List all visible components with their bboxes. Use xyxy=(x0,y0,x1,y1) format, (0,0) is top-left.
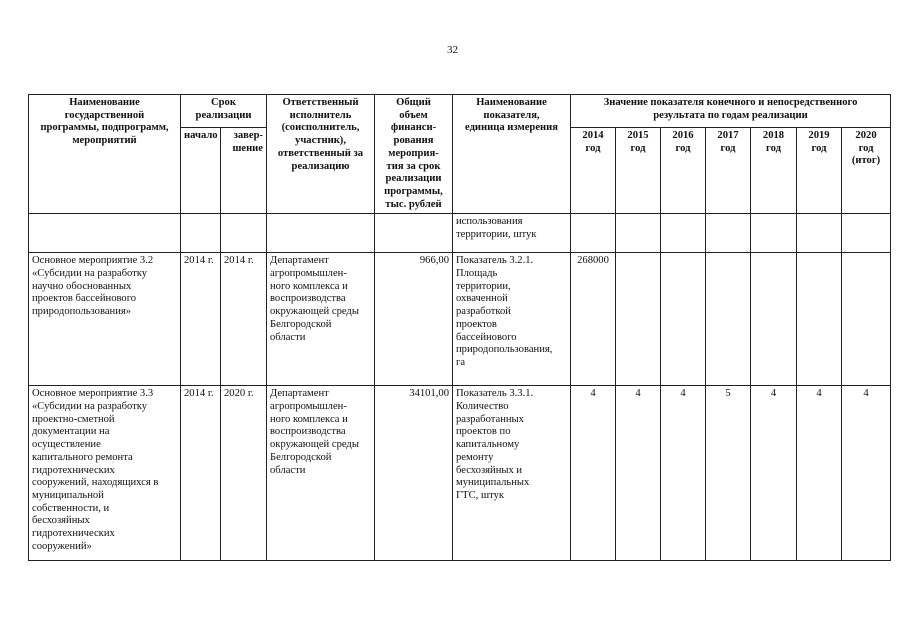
cell-name xyxy=(29,214,181,253)
header-indicator-values: Значение показателя конечного и непосредственного результата по годам реализации xyxy=(571,95,891,128)
cell-value xyxy=(797,214,842,253)
cell-value xyxy=(661,253,706,386)
header-year: 2018 год xyxy=(751,128,797,214)
cell-value xyxy=(706,214,751,253)
cell-indicator: Показатель 3.3.1. Количество разработанных проектов по капитальному ремонту бесхозяйных и муниципальных ГТС, штук xyxy=(453,386,571,561)
cell-start xyxy=(181,214,221,253)
header-program-name: Наименование государственной программы, подпрограмм, мероприятий xyxy=(29,95,181,214)
cell-value: 5 xyxy=(706,386,751,561)
cell-start: 2014 г. xyxy=(181,253,221,386)
cell-volume: 34101,00 xyxy=(375,386,453,561)
header-year: 2020 год (итог) xyxy=(842,128,891,214)
cell-value xyxy=(616,253,661,386)
cell-value xyxy=(616,214,661,253)
cell-value: 4 xyxy=(842,386,891,561)
cell-executor: Департамент агропромышлен- ного комплекса и воспроизводства окружающей среды Белгородской области xyxy=(267,386,375,561)
cell-indicator: использования территории, штук xyxy=(453,214,571,253)
cell-end xyxy=(221,214,267,253)
header-indicator-name: Наименование показателя, единица измерения xyxy=(453,95,571,214)
cell-value: 4 xyxy=(616,386,661,561)
header-executor: Ответственный исполнитель (соисполнитель, участник), ответственный за реализацию xyxy=(267,95,375,214)
cell-value: 4 xyxy=(797,386,842,561)
cell-end: 2020 г. xyxy=(221,386,267,561)
cell-name: Основное мероприятие 3.3 «Субсидии на разработку проектно-сметной документации на осуществление капитального ремонта гидротехнических сооружений, находящихся в муниципальной собственности, и бесхозяйных гидротехнических сооружений» xyxy=(29,386,181,561)
cell-value xyxy=(571,214,616,253)
cell-value xyxy=(842,214,891,253)
cell-end: 2014 г. xyxy=(221,253,267,386)
program-table xyxy=(28,94,891,561)
cell-value: 4 xyxy=(661,386,706,561)
cell-value xyxy=(797,253,842,386)
header-year: 2017 год xyxy=(706,128,751,214)
header-term: Срок реализации xyxy=(181,95,267,128)
header-year: 2014 год xyxy=(571,128,616,214)
cell-value xyxy=(661,214,706,253)
cell-value: 4 xyxy=(571,386,616,561)
header-term-start: начало xyxy=(181,128,221,214)
cell-executor: Департамент агропромышлен- ного комплекса и воспроизводства окружающей среды Белгородской области xyxy=(267,253,375,386)
cell-value xyxy=(751,214,797,253)
cell-name: Основное мероприятие 3.2 «Субсидии на разработку научно обоснованных проектов бассейнового природопользования» xyxy=(29,253,181,386)
header-total-volume: Общий объем финанси- рования мероприя- тия за срок реализации программы, тыс. рублей xyxy=(375,95,453,214)
cell-value: 268000 xyxy=(571,253,616,386)
table-row xyxy=(29,214,891,253)
cell-start: 2014 г. xyxy=(181,386,221,561)
cell-indicator: Показатель 3.2.1. Площадь территории, охваченной разработкой проектов бассейнового природопользования, га xyxy=(453,253,571,386)
cell-value: 4 xyxy=(751,386,797,561)
cell-value xyxy=(842,253,891,386)
table-row xyxy=(29,253,891,386)
header-year: 2016 год xyxy=(661,128,706,214)
cell-volume: 966,00 xyxy=(375,253,453,386)
cell-value xyxy=(751,253,797,386)
header-year: 2015 год xyxy=(616,128,661,214)
cell-executor xyxy=(267,214,375,253)
page-number: 32 xyxy=(447,44,458,56)
table-row xyxy=(29,386,891,561)
cell-value xyxy=(706,253,751,386)
header-year: 2019 год xyxy=(797,128,842,214)
header-term-end: завер- шение xyxy=(221,128,267,214)
cell-volume xyxy=(375,214,453,253)
